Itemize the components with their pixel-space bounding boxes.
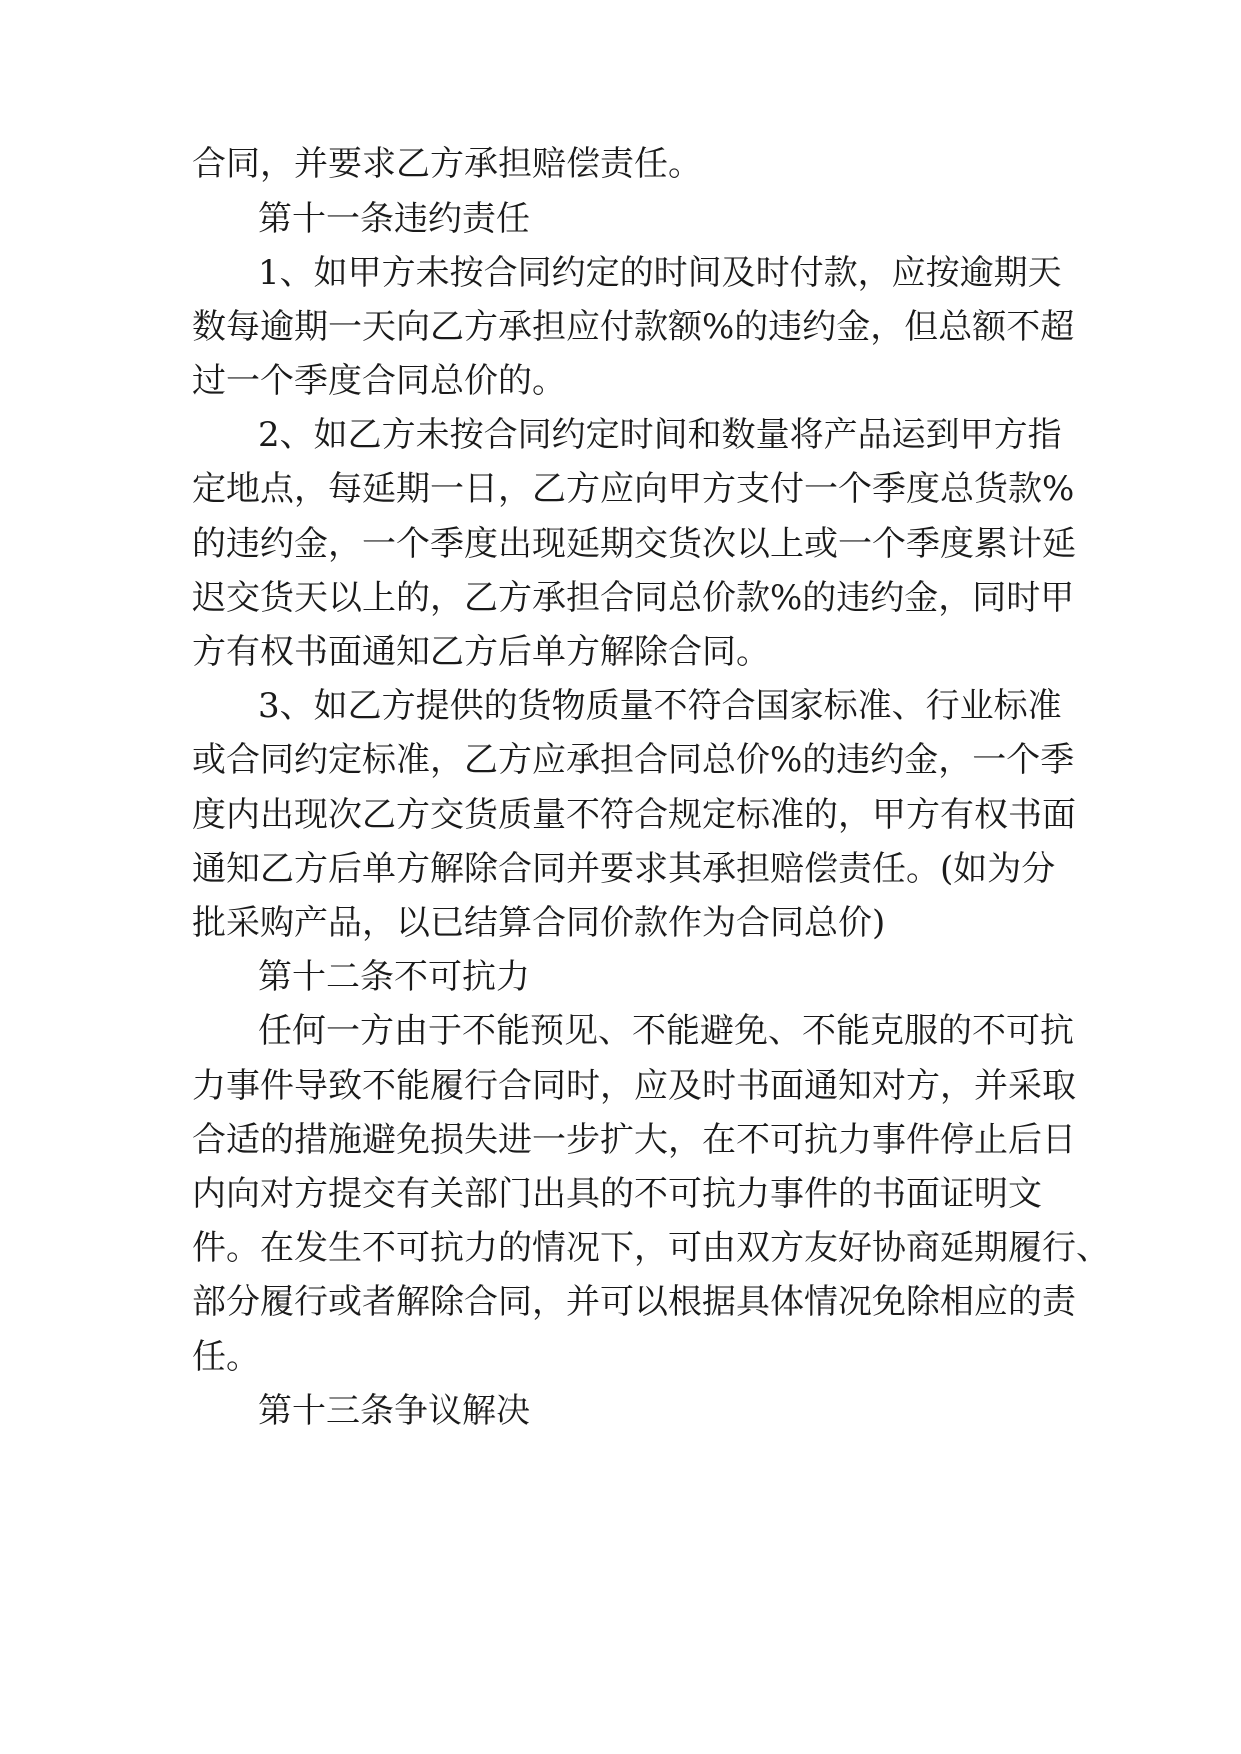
- text-line: 1、如甲方未按合同约定的时间及时付款，应按逾期天: [258, 253, 1062, 293]
- text-line: 合适的措施避免损失进一步扩大，在不可抗力事件停止后日: [192, 1120, 1076, 1160]
- text-line: 批采购产品，以已结算合同价款作为合同总价): [192, 903, 886, 943]
- section-heading: 第十一条违约责任: [258, 199, 530, 239]
- section-heading: 第十二条不可抗力: [258, 957, 530, 997]
- text-line: 2、如乙方未按合同约定时间和数量将产品运到甲方指: [258, 415, 1062, 455]
- text-line: 3、如乙方提供的货物质量不符合国家标准、行业标准: [258, 686, 1062, 726]
- text-line: 迟交货天以上的，乙方承担合同总价款%的违约金，同时甲: [192, 578, 1075, 618]
- text-line: 通知乙方后单方解除合同并要求其承担赔偿责任。(如为分: [192, 849, 1056, 889]
- text-line: 任何一方由于不能预见、不能避免、不能克服的不可抗: [258, 1011, 1074, 1051]
- text-line: 度内出现次乙方交货质量不符合规定标准的，甲方有权书面: [192, 795, 1076, 835]
- section-heading: 第十三条争议解决: [258, 1391, 530, 1431]
- text-line: 件。在发生不可抗力的情况下，可由双方友好协商延期履行、: [192, 1228, 1110, 1268]
- text-line: 或合同约定标准，乙方应承担合同总价%的违约金，一个季: [192, 740, 1075, 780]
- text-line: 任。: [192, 1337, 260, 1377]
- text-line: 数每逾期一天向乙方承担应付款额%的违约金，但总额不超: [192, 307, 1075, 347]
- text-line: 方有权书面通知乙方后单方解除合同。: [192, 632, 770, 672]
- text-line: 定地点，每延期一日，乙方应向甲方支付一个季度总货款%: [192, 469, 1075, 509]
- text-line: 的违约金，一个季度出现延期交货次以上或一个季度累计延: [192, 524, 1076, 564]
- text-line: 力事件导致不能履行合同时，应及时书面通知对方，并采取: [192, 1066, 1076, 1106]
- text-line: 部分履行或者解除合同，并可以根据具体情况免除相应的责: [192, 1282, 1076, 1322]
- text-line: 合同，并要求乙方承担赔偿责任。: [192, 144, 702, 184]
- text-line: 内向对方提交有关部门出具的不可抗力事件的书面证明文: [192, 1174, 1042, 1214]
- text-line: 过一个季度合同总价的。: [192, 361, 566, 401]
